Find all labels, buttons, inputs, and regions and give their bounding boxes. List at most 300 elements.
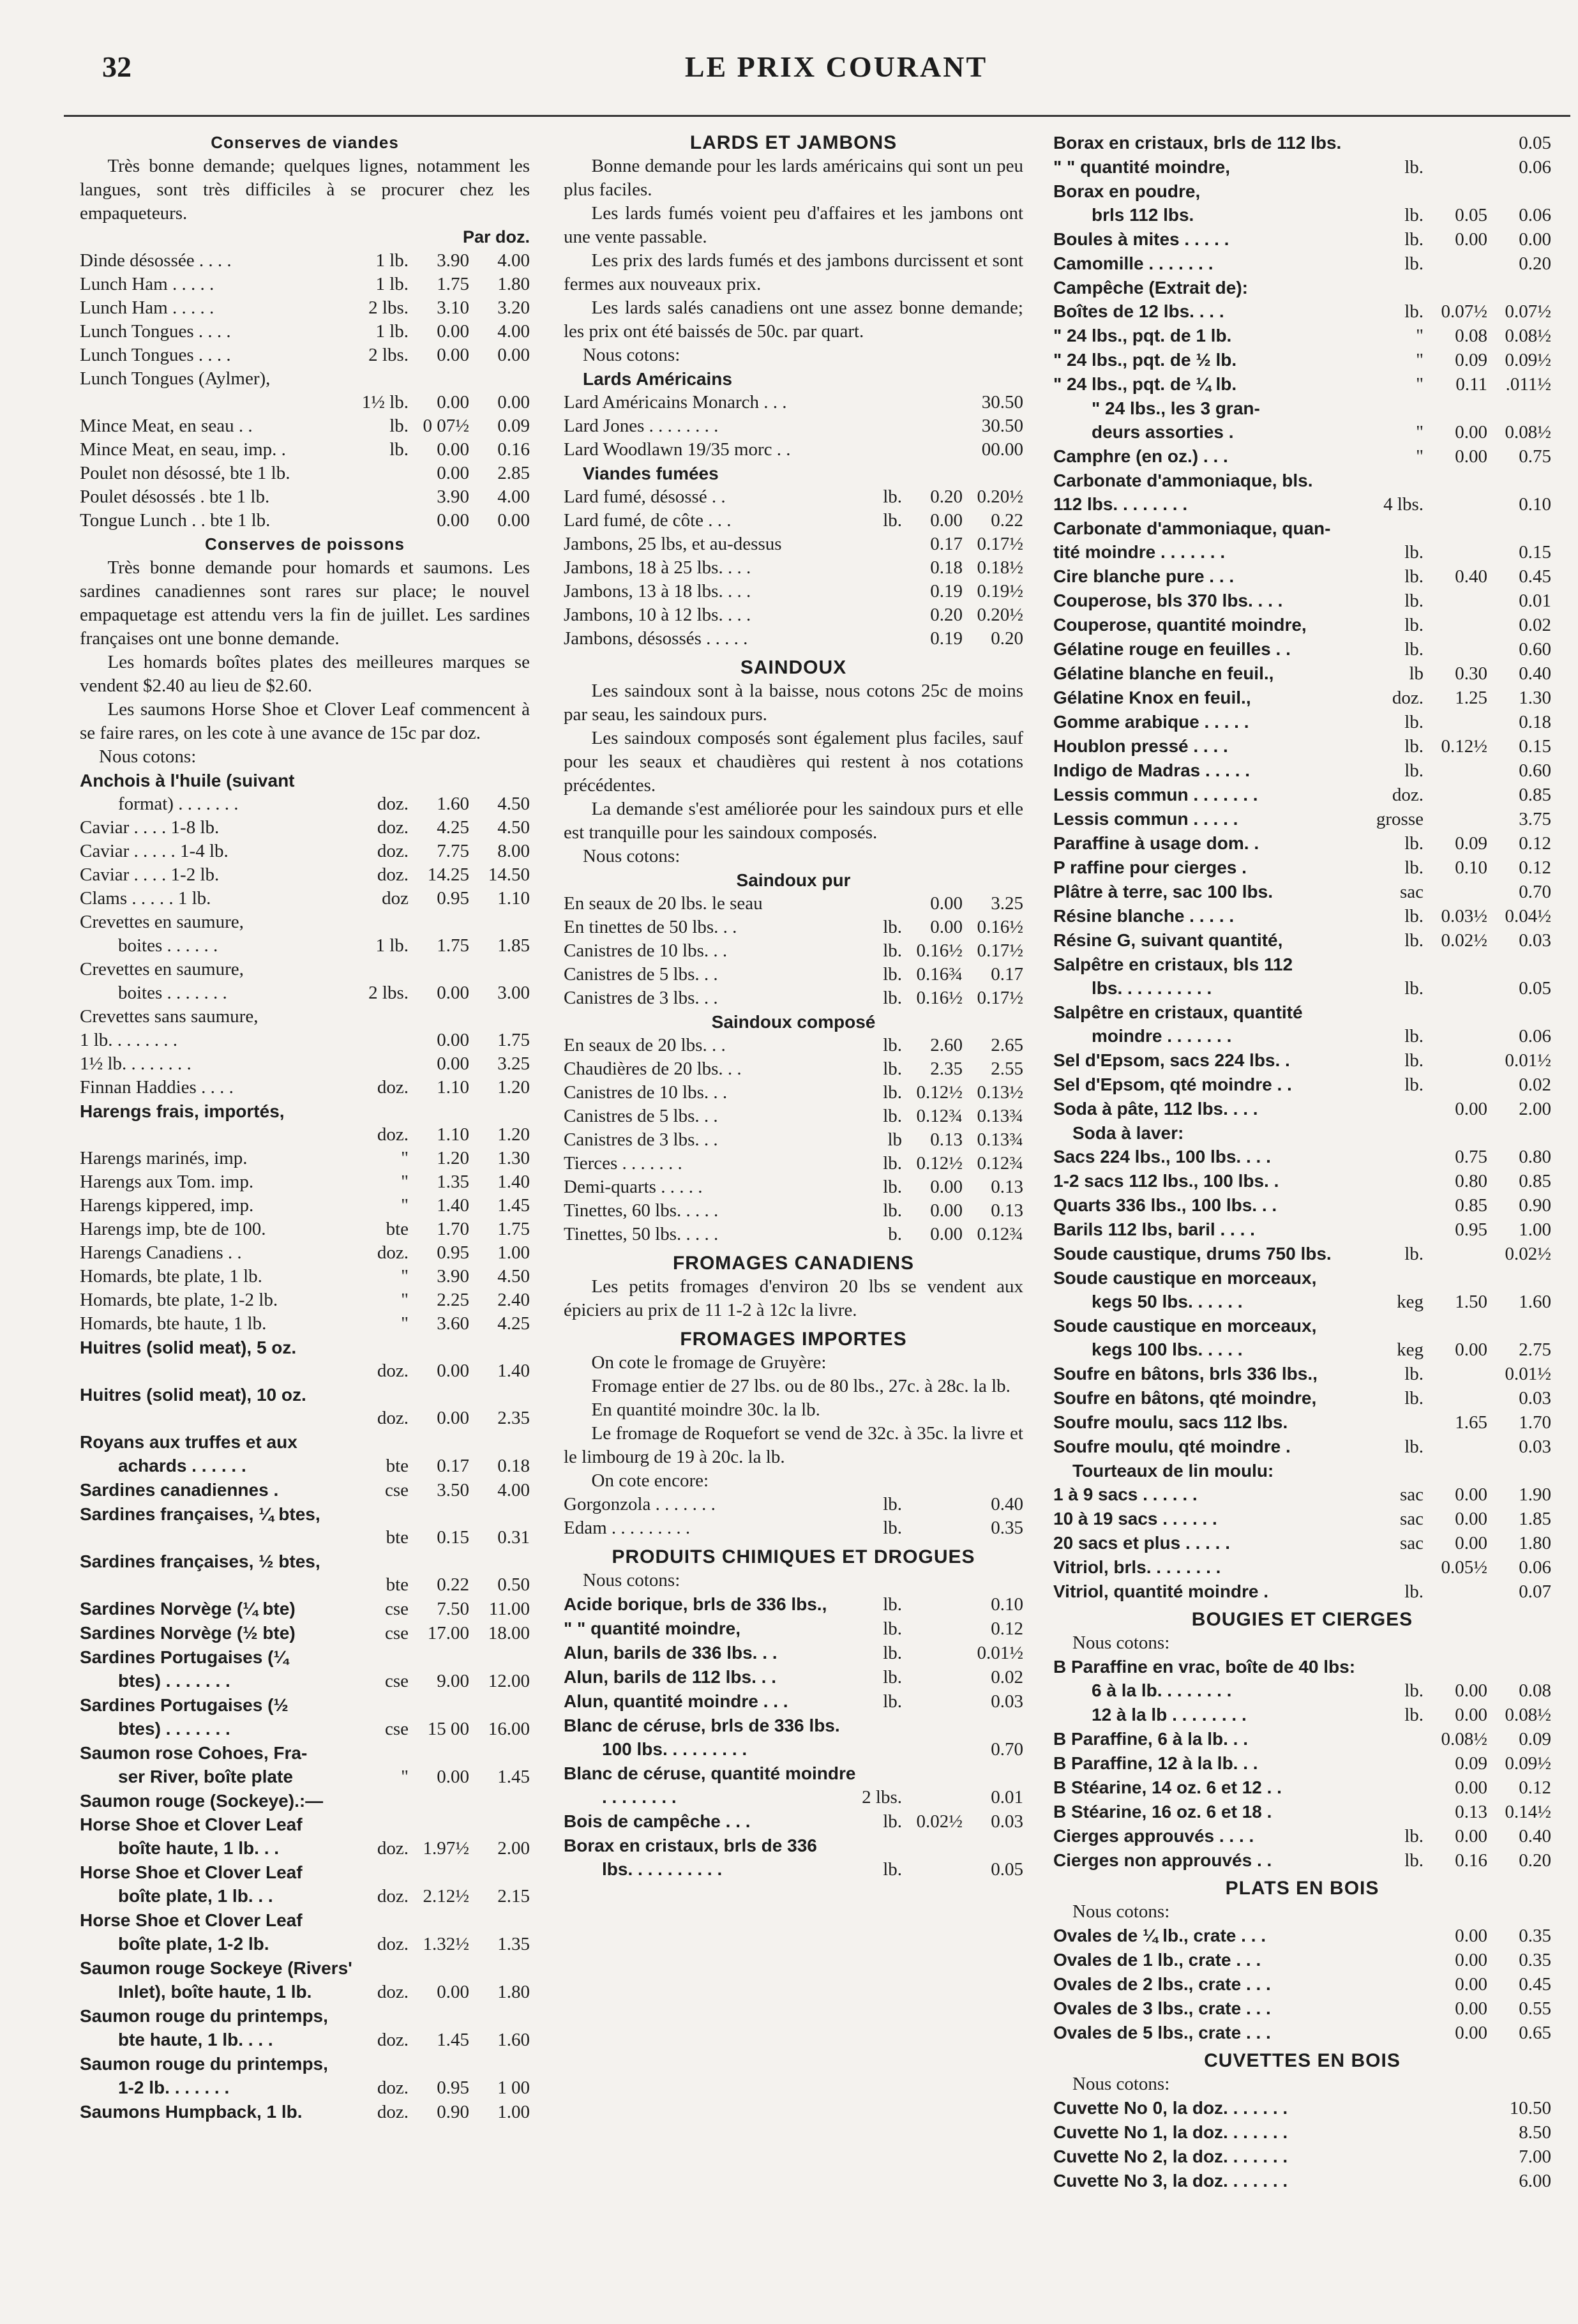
price-low: 0 07½ (423, 416, 469, 436)
item-unit: doz. (377, 794, 409, 814)
price-low: 4.25 (437, 817, 469, 838)
paragraph: Les lards salés canadiens ont une assez bonne demande; les prix ont été baissés de 50c. par quart. (564, 298, 1023, 342)
price-row (80, 1407, 530, 1430)
item-unit: lb. (883, 510, 902, 531)
price-list (1053, 540, 1551, 953)
price-row (1053, 710, 1551, 734)
price-row (80, 1265, 530, 1288)
item-label: Harengs frais, importés, (80, 1101, 285, 1121)
item-name: format) . . . . . . . (118, 794, 239, 814)
price-low: 0.80 (1455, 1171, 1487, 1191)
item-name: Boules à mites . . . . . (1053, 229, 1229, 249)
item-unit: lb. (1404, 1364, 1424, 1384)
paragraph: Le fromage de Roquefort se vend de 32c. à 35c. la livre et le limbourg de 19 à 20c. la lb. (564, 1423, 1023, 1467)
item-name: " " quantité moindre, (1053, 157, 1231, 177)
price-high: 1.40 (497, 1361, 530, 1381)
item-name: Mince Meat, en seau, imp. . (80, 439, 286, 460)
price-list (80, 249, 530, 367)
price-low: 7.50 (437, 1599, 469, 1619)
item-name: Ovales de ¼ lb., crate . . . (1053, 1926, 1266, 1945)
price-row (1053, 807, 1551, 831)
item-label: Crevettes en saumure, (80, 912, 244, 932)
price-row (80, 1765, 530, 1789)
price-low: 0.17 (930, 534, 963, 554)
price-row (564, 1809, 1023, 1834)
item-name: Alun, quantité moindre . . . (564, 1691, 788, 1711)
item-name: " 24 lbs., pqt. de ½ lb. (1053, 350, 1237, 370)
item-unit: cse (384, 1480, 409, 1500)
price-row (1053, 1679, 1551, 1703)
price-low: 0.00 (930, 1177, 963, 1197)
price-high: 1.60 (1519, 1292, 1551, 1312)
price-row (80, 792, 530, 816)
price-high: 2.15 (497, 1886, 530, 1906)
item-unit: lb. (1404, 1026, 1424, 1046)
price-row (1053, 928, 1551, 953)
item-name: B Stéarine, 14 oz. 6 et 12 . . (1053, 1777, 1282, 1797)
paragraph: Les lards fumés voient peu d'affaires et les jambons ont une vente passable. (564, 203, 1023, 247)
price-low: 0.90 (437, 2102, 469, 2122)
sub-heading: Saindoux composé (711, 1012, 876, 1032)
item-name: btes) . . . . . . . (118, 1671, 230, 1691)
item-unit: doz. (377, 1242, 409, 1263)
price-row (564, 1641, 1023, 1665)
price-row (564, 916, 1023, 939)
price-high: 0.01½ (977, 1643, 1023, 1663)
price-high: 30.50 (981, 392, 1023, 412)
item-label: Blanc de céruse, quantité moindre (564, 1763, 856, 1783)
column-note: Par doz. (462, 227, 530, 246)
item-name: Saumons Humpback, 1 lb. (80, 2102, 303, 2122)
item-label: Horse Shoe et Clover Leaf (80, 1815, 303, 1834)
price-low: 0.00 (437, 983, 469, 1003)
price-list (564, 1592, 1023, 1714)
item-unit: doz. (377, 1077, 409, 1098)
item-unit: 1½ lb. (361, 392, 409, 412)
column-3 (1053, 131, 1551, 2193)
price-high: 0.12 (1519, 833, 1551, 854)
item-label: Sardines Portugaises (¼ (80, 1647, 289, 1667)
price-list (1053, 1145, 1551, 1266)
item-unit: " (401, 1767, 409, 1787)
price-row (1053, 1362, 1551, 1386)
item-name: Borax en cristaux, brls de 112 lbs. (1053, 133, 1342, 153)
item-unit: lb. (883, 1811, 902, 1832)
price-row (1053, 1290, 1551, 1314)
price-row (80, 1669, 530, 1693)
price-row (1053, 203, 1551, 227)
item-name: Inlet), boîte haute, 1 lb. (118, 1982, 312, 2002)
item-name: boîte plate, 1-2 lb. (118, 1934, 269, 1954)
price-row (1053, 2169, 1551, 2193)
price-high: 0.75 (1519, 446, 1551, 467)
price-high: 0.09 (497, 416, 530, 436)
item-unit: lb. (883, 1643, 902, 1663)
item-label: Sardines Portugaises (½ (80, 1695, 289, 1715)
price-row (1053, 1048, 1551, 1073)
price-row (1053, 976, 1551, 1000)
price-high: 0.20 (1519, 1850, 1551, 1871)
price-high: 1.80 (497, 1982, 530, 2002)
price-high: 0.04½ (1505, 906, 1551, 926)
price-high: 0.12 (1519, 857, 1551, 878)
item-name: Harengs Canadiens . . (80, 1242, 242, 1263)
item-name: Canistres de 10 lbs. . . (564, 940, 728, 961)
item-name: Lunch Ham . . . . . (80, 298, 214, 318)
price-row (80, 1312, 530, 1336)
price-row (564, 986, 1023, 1010)
price-row (564, 1057, 1023, 1081)
item-name: Indigo de Madras . . . . . (1053, 760, 1251, 780)
item-name: boîte haute, 1 lb. . . (118, 1838, 280, 1858)
price-high: 0.05 (991, 1859, 1023, 1880)
price-high: 3.00 (497, 983, 530, 1003)
item-name: Caviar . . . . . 1-4 lb. (80, 841, 229, 861)
price-high: 0.09½ (1505, 350, 1551, 370)
item-unit: lb. (389, 416, 409, 436)
price-high: 0.08½ (1505, 326, 1551, 346)
price-row (564, 1857, 1023, 1882)
price-row (564, 1081, 1023, 1105)
price-low: 1.60 (437, 794, 469, 814)
price-low: 0.00 (437, 321, 469, 342)
price-high: 1.10 (497, 888, 530, 909)
price-row (80, 509, 530, 532)
price-row (1053, 299, 1551, 324)
price-row (564, 438, 1023, 462)
item-name: Alun, barils de 336 lbs. . . (564, 1643, 778, 1663)
price-low: 9.00 (437, 1671, 469, 1691)
price-list (80, 1573, 530, 1645)
price-row (564, 391, 1023, 414)
sub-heading: Viandes fumées (583, 464, 719, 483)
price-row (80, 1288, 530, 1312)
item-unit: lb. (883, 1518, 902, 1538)
item-unit: 4 lbs. (1383, 494, 1424, 515)
paragraph: Bonne demande pour les lards américains qui sont un peu plus faciles. (564, 156, 1023, 200)
price-row (1053, 1555, 1551, 1580)
price-row (1053, 2145, 1551, 2169)
price-row (80, 1170, 530, 1194)
item-name: En seaux de 20 lbs. . . (564, 1035, 726, 1055)
item-label: Blanc de céruse, brls de 336 lbs. (564, 1716, 840, 1735)
price-high: 0.14½ (1505, 1802, 1551, 1822)
item-unit: lb. (1404, 857, 1424, 878)
price-high: 12.00 (488, 1671, 530, 1691)
price-row (1053, 1824, 1551, 1848)
price-row (1053, 564, 1551, 589)
price-high: 1.80 (1519, 1533, 1551, 1553)
price-high: 0.40 (1519, 663, 1551, 684)
item-name: Ovales de 3 lbs., crate . . . (1053, 1998, 1271, 2018)
item-name: 112 lbs. . . . . . . . (1053, 494, 1188, 514)
price-low: 0.00 (437, 463, 469, 483)
price-row (564, 603, 1023, 627)
price-high: 0.13½ (977, 1082, 1023, 1103)
price-row (1053, 252, 1551, 276)
item-name: Canistres de 3 lbs. . . (564, 1129, 718, 1150)
price-row (1053, 1531, 1551, 1555)
price-row (1053, 1435, 1551, 1459)
item-name: Soufre en bâtons, qté moindre, (1053, 1388, 1317, 1408)
item-name: Caviar . . . . 1-8 lb. (80, 817, 220, 838)
item-unit: lb. (883, 1153, 902, 1173)
price-low: 0.12½ (1441, 736, 1487, 757)
item-name: Poulet non désossé, bte 1 lb. (80, 463, 290, 483)
item-label: B Paraffine en vrac, boîte de 40 lbs: (1053, 1657, 1356, 1677)
item-label: Saumon rouge du printemps, (80, 2006, 328, 2026)
item-label: Campêche (Extrait de): (1053, 278, 1248, 298)
price-low: 0.00 (1455, 1926, 1487, 1946)
item-name: 6 à la lb. . . . . . . . (1092, 1680, 1232, 1700)
price-high: 0.02½ (1505, 1244, 1551, 1264)
price-high: 1.45 (497, 1195, 530, 1216)
item-unit: lb. (883, 1618, 902, 1639)
item-unit: " (401, 1172, 409, 1192)
item-unit: grosse (1376, 809, 1424, 829)
item-name: 20 sacs et plus . . . . . (1053, 1533, 1231, 1553)
price-high: 0.06 (1519, 157, 1551, 177)
price-high: 1.00 (497, 2102, 530, 2122)
price-high: 0.03 (1519, 930, 1551, 951)
price-high: 0.16 (497, 439, 530, 460)
item-name: Clams . . . . . 1 lb. (80, 888, 211, 909)
item-name: Lessis commun . . . . . . . (1053, 785, 1258, 804)
item-name: Cuvette No 2, la doz. . . . . . . (1053, 2147, 1288, 2166)
item-name: 1½ lb. . . . . . . . (80, 1053, 192, 1074)
price-high: 0.80 (1519, 1147, 1551, 1167)
price-row (1053, 1727, 1551, 1751)
price-high: 16.00 (488, 1719, 530, 1739)
price-high: 0.70 (991, 1739, 1023, 1760)
item-unit: lb. (1404, 736, 1424, 757)
price-low: 0.16½ (916, 988, 963, 1008)
price-row (1053, 1338, 1551, 1362)
item-unit: lb. (1404, 1437, 1424, 1457)
price-low: 0.00 (437, 1030, 469, 1050)
price-high: 0.20½ (977, 487, 1023, 507)
nous-cotons-label: Nous cotons: (583, 1570, 680, 1590)
price-high: 0.00 (497, 510, 530, 531)
item-name: Lessis commun . . . . . (1053, 809, 1238, 829)
price-low: 0.02½ (916, 1811, 963, 1832)
price-high: 11.00 (488, 1599, 530, 1619)
price-row (80, 1717, 530, 1741)
price-high: 0.02 (991, 1667, 1023, 1687)
price-row (1053, 2120, 1551, 2145)
item-unit: doz. (377, 817, 409, 838)
price-high: 0.08 (1519, 1680, 1551, 1701)
price-list (564, 892, 1023, 1010)
price-low: 0.00 (1455, 1533, 1487, 1553)
price-high: 0.35 (1519, 1926, 1551, 1946)
price-low: 0.12½ (916, 1153, 963, 1173)
price-row (1053, 856, 1551, 880)
price-low: 0.02½ (1441, 930, 1487, 951)
item-name: Acide borique, brls de 336 lbs., (564, 1594, 827, 1614)
price-low: 0.03½ (1441, 906, 1487, 926)
paragraph: On cote encore: (591, 1470, 709, 1491)
price-row (1053, 976, 1551, 1000)
price-low: 0.00 (1455, 1777, 1487, 1798)
price-high: 0.03 (991, 1691, 1023, 1712)
price-row (1053, 637, 1551, 661)
price-list (80, 792, 530, 910)
price-low: 3.90 (437, 250, 469, 271)
price-row (1053, 1169, 1551, 1193)
price-row (1053, 2096, 1551, 2120)
price-row (1053, 1776, 1551, 1800)
price-high: 1.30 (497, 1148, 530, 1168)
price-row (1053, 372, 1551, 396)
item-name: En tinettes de 50 lbs. . . (564, 917, 737, 937)
item-unit: doz. (377, 1838, 409, 1859)
item-unit: lb (887, 1129, 902, 1150)
item-unit: lb. (1404, 1075, 1424, 1095)
price-high: 0.20 (991, 628, 1023, 649)
price-high: 0.01 (1519, 591, 1551, 611)
price-list (1053, 1362, 1551, 1459)
price-row (80, 2076, 530, 2100)
item-unit: lb. (1404, 566, 1424, 587)
price-row (80, 1573, 530, 1597)
price-row (564, 1665, 1023, 1689)
price-high: 0.01½ (1505, 1050, 1551, 1071)
item-name: " 24 lbs., pqt. de 1 lb. (1053, 326, 1232, 345)
item-unit: lb. (1404, 1388, 1424, 1408)
item-name: 1 lb. . . . . . . . (80, 1030, 178, 1050)
price-low: 1.25 (1455, 688, 1487, 708)
price-row (1053, 1218, 1551, 1242)
price-row (1053, 1024, 1551, 1048)
price-row (80, 1478, 530, 1502)
item-name: Soda à pâte, 112 lbs. . . . (1053, 1099, 1258, 1119)
price-row (1053, 444, 1551, 469)
item-label: Huitres (solid meat), 5 oz. (80, 1338, 297, 1357)
price-high: 0.00 (497, 392, 530, 412)
price-high: 0.05 (1519, 978, 1551, 999)
price-row (1053, 1338, 1551, 1362)
item-unit: " (1416, 374, 1424, 395)
item-label: Soude caustique en morceaux, (1053, 1268, 1317, 1288)
item-unit: lb. (1404, 1680, 1424, 1701)
price-low: 0.00 (1455, 1099, 1487, 1119)
item-label: Soude caustique en morceaux, (1053, 1316, 1317, 1336)
item-name: Lunch Tongues . . . . (80, 321, 231, 342)
price-row (1053, 1996, 1551, 2021)
item-unit: doz (382, 888, 409, 909)
item-label: Carbonate d'ammoniaque, bls. (1053, 471, 1313, 490)
price-row (80, 840, 530, 863)
item-label: Saumon rouge (Sockeye).:— (80, 1791, 324, 1811)
price-row (1053, 589, 1551, 613)
price-row (1053, 783, 1551, 807)
item-unit: lb. (883, 1859, 902, 1880)
item-unit: lb. (1404, 1850, 1424, 1871)
price-high: 00.00 (981, 439, 1023, 460)
price-row (1053, 1097, 1551, 1121)
price-high: 1.00 (1519, 1219, 1551, 1240)
price-low: 0.20 (930, 605, 963, 625)
price-high: 1.20 (497, 1124, 530, 1145)
item-unit: bte (386, 1574, 409, 1595)
price-row (564, 939, 1023, 963)
price-low: 1.10 (437, 1077, 469, 1098)
item-unit: lb. (1404, 978, 1424, 999)
item-name: boites . . . . . . . (118, 983, 227, 1003)
price-low: 0.18 (930, 557, 963, 578)
item-unit: lb. (883, 917, 902, 937)
item-unit: lb. (883, 1594, 902, 1615)
item-name: Lard fumé, de côte . . . (564, 510, 732, 531)
price-high: 0.01 (991, 1787, 1023, 1807)
price-list (80, 1123, 530, 1336)
price-row (1053, 155, 1551, 179)
nous-cotons-label: Nous cotons: (583, 345, 680, 365)
price-high: 0.18 (1519, 712, 1551, 732)
price-high: 0.06 (1519, 1026, 1551, 1046)
price-row (80, 1932, 530, 1956)
item-unit: doz. (377, 2030, 409, 2050)
price-high: 4.50 (497, 794, 530, 814)
item-unit: lb. (1404, 615, 1424, 635)
item-name: Poulet désossés . bte 1 lb. (80, 487, 270, 507)
price-low: 1.35 (437, 1172, 469, 1192)
price-high: 0.45 (1519, 1974, 1551, 1995)
price-high: 1.35 (497, 1934, 530, 1954)
price-high: 0.17½ (977, 534, 1023, 554)
price-row (80, 2028, 530, 2052)
price-low: 1.10 (437, 1124, 469, 1145)
price-high: 0.40 (1519, 1826, 1551, 1846)
item-name: Boîtes de 12 lbs. . . . (1053, 301, 1224, 321)
price-low: 0.00 (437, 1408, 469, 1428)
price-row (80, 1932, 530, 1956)
price-high: 0.50 (497, 1574, 530, 1595)
price-low: 3.90 (437, 487, 469, 507)
item-name: Sardines Norvège (¼ bte) (80, 1599, 296, 1618)
price-row (80, 1407, 530, 1430)
item-name: Soufre moulu, qté moindre . (1053, 1437, 1291, 1456)
item-unit: bte (386, 1456, 409, 1476)
item-unit: lb. (883, 1177, 902, 1197)
item-name: Chaudières de 20 lbs. . . (564, 1059, 742, 1079)
price-row (564, 1034, 1023, 1057)
item-unit: lb. (1404, 542, 1424, 562)
item-unit: lb. (1404, 906, 1424, 926)
item-unit: lb. (883, 487, 902, 507)
section-heading: SAINDOUX (740, 657, 847, 678)
item-name: 1-2 lb. . . . . . . (118, 2078, 230, 2097)
section-heading: BOUGIES ET CIERGES (1191, 1609, 1413, 1630)
price-low: 1.50 (1455, 1292, 1487, 1312)
price-high: 0.12¾ (977, 1153, 1023, 1173)
price-row (1053, 1751, 1551, 1776)
item-unit: lb. (883, 1200, 902, 1221)
price-low: 1.75 (437, 274, 469, 294)
item-unit: keg (1397, 1339, 1424, 1360)
price-low: 0.00 (437, 1053, 469, 1074)
price-row (80, 414, 530, 438)
price-list (80, 2076, 530, 2124)
price-low: 0.75 (1455, 1147, 1487, 1167)
price-high: 0.10 (991, 1594, 1023, 1615)
price-row (1053, 1800, 1551, 1824)
item-unit: doz. (377, 1408, 409, 1428)
price-high: 2.85 (497, 463, 530, 483)
item-unit: doz. (1392, 785, 1424, 805)
item-name: Résine G, suivant quantité, (1053, 930, 1283, 950)
